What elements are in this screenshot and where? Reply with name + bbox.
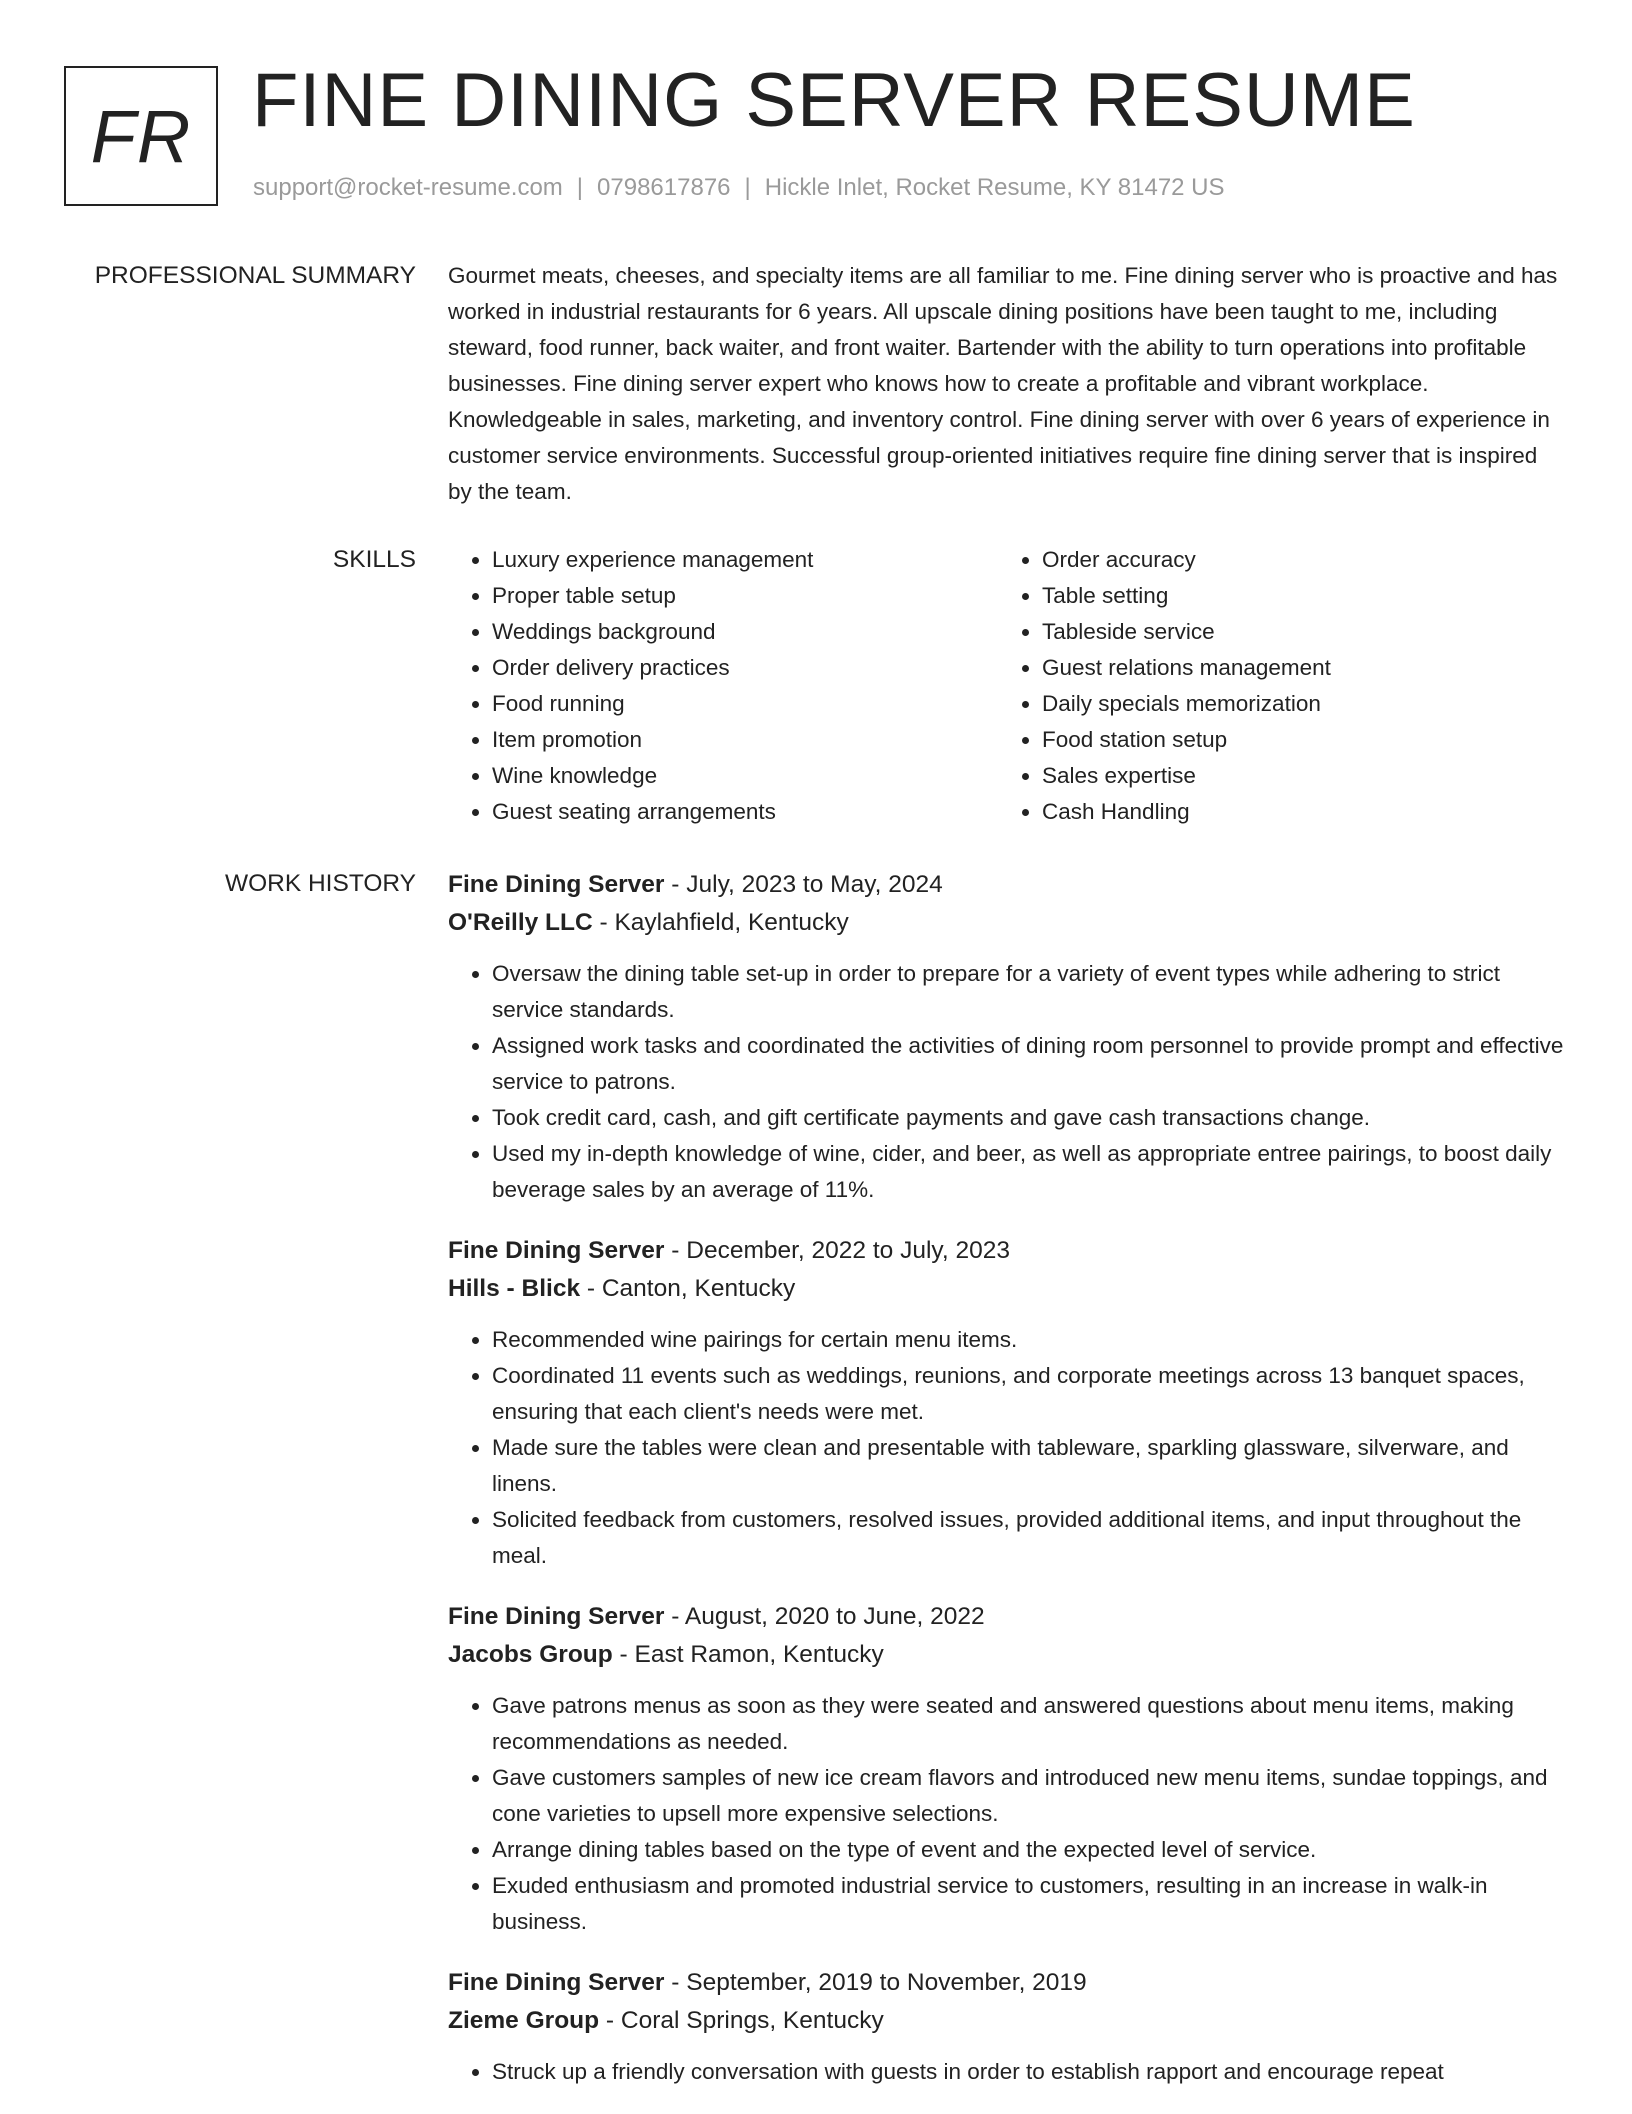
skill-item: • Weddings background — [492, 614, 998, 650]
job-location: Kaylahfield, Kentucky — [614, 909, 849, 936]
skills-list-left — [448, 542, 998, 830]
skill-item: • Daily specials memorization — [1042, 686, 1562, 722]
skill-item: • Food running — [492, 686, 998, 722]
skills-list-right — [998, 542, 1562, 830]
job-bullet: • Exuded enthusiasm and promoted industrial service to customers, resulting in an increase in walk-in business. — [492, 1868, 1564, 1940]
summary-text: Gourmet meats, cheeses, and specialty items are all familiar to me. Fine dining server who is proactive and has worked in industrial restaurants for 6 years. All upscale dining positions have been taught to me, including steward, food runner, back waiter, and front waiter. Bartender with the ability to turn operations into profitable businesses. Fine dining server expert who knows how to create a profitable and vibrant workplace. Knowledgeable in sales, marketing, and inventory control. Fine dining server with over 6 years of experience in customer service environments. Successful group-oriented initiatives require fine dining server that is inspired by the team. — [448, 263, 1558, 504]
job-dates: September, 2019 to November, 2019 — [686, 1969, 1087, 1996]
contact-phone: 0798617876 — [597, 174, 731, 201]
skill-item: • Wine knowledge — [492, 758, 998, 794]
job-title: Fine Dining Server — [448, 1237, 665, 1264]
job-bullet: • Struck up a friendly conversation with guests in order to establish rapport and encourage repeat — [492, 2054, 1564, 2090]
job-company: Hills - Blick — [448, 1275, 581, 1302]
job-bullet: • Arrange dining tables based on the type of event and the expected level of service. — [492, 1832, 1564, 1868]
job-bullets — [448, 956, 1564, 1208]
job-entry — [448, 866, 1564, 1208]
skill-item: • Food station setup — [1042, 722, 1562, 758]
job-entry — [448, 1598, 1564, 1940]
skill-item: • Proper table setup — [492, 578, 998, 614]
job-title: Fine Dining Server — [448, 1969, 665, 1996]
job-company-line: Hills - Blick - Canton, Kentucky — [448, 1275, 796, 1302]
job-bullet: • Recommended wine pairings for certain menu items. — [492, 1322, 1564, 1358]
summary-heading: PROFESSIONAL SUMMARY — [94, 262, 416, 289]
skills-heading: SKILLS — [332, 546, 416, 573]
job-title-line: Fine Dining Server - July, 2023 to May, 2024 — [448, 871, 943, 898]
job-bullet: • Gave customers samples of new ice cream flavors and introduced new menu items, sundae toppings, and cone varieties to upsell more expensive selections. — [492, 1760, 1564, 1832]
skill-item: • Order accuracy — [1042, 542, 1562, 578]
skill-item: • Sales expertise — [1042, 758, 1562, 794]
job-bullet: • Solicited feedback from customers, resolved issues, provided additional items, and input throughout the meal. — [492, 1502, 1564, 1574]
skill-item: • Table setting — [1042, 578, 1562, 614]
job-dates: July, 2023 to May, 2024 — [686, 871, 943, 898]
skill-item: • Cash Handling — [1042, 794, 1562, 830]
job-location: East Ramon, Kentucky — [634, 1641, 884, 1668]
job-company-line: O'Reilly LLC - Kaylahfield, Kentucky — [448, 909, 849, 936]
skill-item: • Tableside service — [1042, 614, 1562, 650]
contact-email: support@rocket-resume.com — [253, 174, 563, 201]
skill-item: • Order delivery practices — [492, 650, 998, 686]
job-bullet: • Assigned work tasks and coordinated the activities of dining room personnel to provide prompt and effective service to patrons. — [492, 1028, 1564, 1100]
job-bullets — [448, 1688, 1564, 1940]
job-company: O'Reilly LLC — [448, 909, 593, 936]
job-company: Zieme Group — [448, 2007, 600, 2034]
resume-title: FINE DINING SERVER RESUME — [252, 58, 1416, 143]
job-bullet: • Gave patrons menus as soon as they were seated and answered questions about menu items, making recommendations as needed. — [492, 1688, 1564, 1760]
job-company-line: Jacobs Group - East Ramon, Kentucky — [448, 1641, 884, 1668]
job-location: Coral Springs, Kentucky — [620, 2007, 884, 2034]
job-bullet: • Took credit card, cash, and gift certificate payments and gave cash transactions change. — [492, 1100, 1564, 1136]
job-title-line: Fine Dining Server - September, 2019 to November, 2019 — [448, 1969, 1087, 1996]
job-company-line: Zieme Group - Coral Springs, Kentucky — [448, 2007, 884, 2034]
contact-line — [253, 174, 1225, 202]
skill-item: • Luxury experience management — [492, 542, 998, 578]
job-bullets — [448, 2054, 1564, 2090]
job-dates: August, 2020 to June, 2022 — [684, 1603, 985, 1630]
monogram-logo: FR — [64, 66, 218, 206]
contact-separator: | — [576, 174, 584, 201]
contact-address: Hickle Inlet, Rocket Resume, KY 81472 US — [764, 174, 1225, 201]
job-title-line: Fine Dining Server - August, 2020 to June, 2022 — [448, 1603, 985, 1630]
skill-item: • Item promotion — [492, 722, 998, 758]
job-title: Fine Dining Server — [448, 1603, 665, 1630]
job-location: Canton, Kentucky — [601, 1275, 796, 1302]
job-company: Jacobs Group — [448, 1641, 613, 1668]
job-entry — [448, 1964, 1564, 2090]
job-entry — [448, 1232, 1564, 1574]
job-bullet: • Used my in-depth knowledge of wine, cider, and beer, as well as appropriate entree pairings, to boost daily beverage sales by an average of 11%. — [492, 1136, 1564, 1208]
job-bullet: • Oversaw the dining table set-up in order to prepare for a variety of event types while adhering to strict service standards. — [492, 956, 1564, 1028]
skill-item: • Guest relations management — [1042, 650, 1562, 686]
skill-item: • Guest seating arrangements — [492, 794, 998, 830]
job-dates: December, 2022 to July, 2023 — [686, 1237, 1010, 1264]
skills-columns — [448, 542, 1564, 830]
job-bullets — [448, 1322, 1564, 1574]
work-heading: WORK HISTORY — [224, 870, 416, 897]
job-title-line: Fine Dining Server - December, 2022 to July, 2023 — [448, 1237, 1010, 1264]
job-bullet: • Made sure the tables were clean and presentable with tableware, sparkling glassware, silverware, and linens. — [492, 1430, 1564, 1502]
job-bullet: • Coordinated 11 events such as weddings, reunions, and corporate meetings across 13 banquet spaces, ensuring that each client's needs were met. — [492, 1358, 1564, 1430]
contact-separator: | — [744, 174, 751, 201]
job-title: Fine Dining Server — [448, 871, 665, 898]
